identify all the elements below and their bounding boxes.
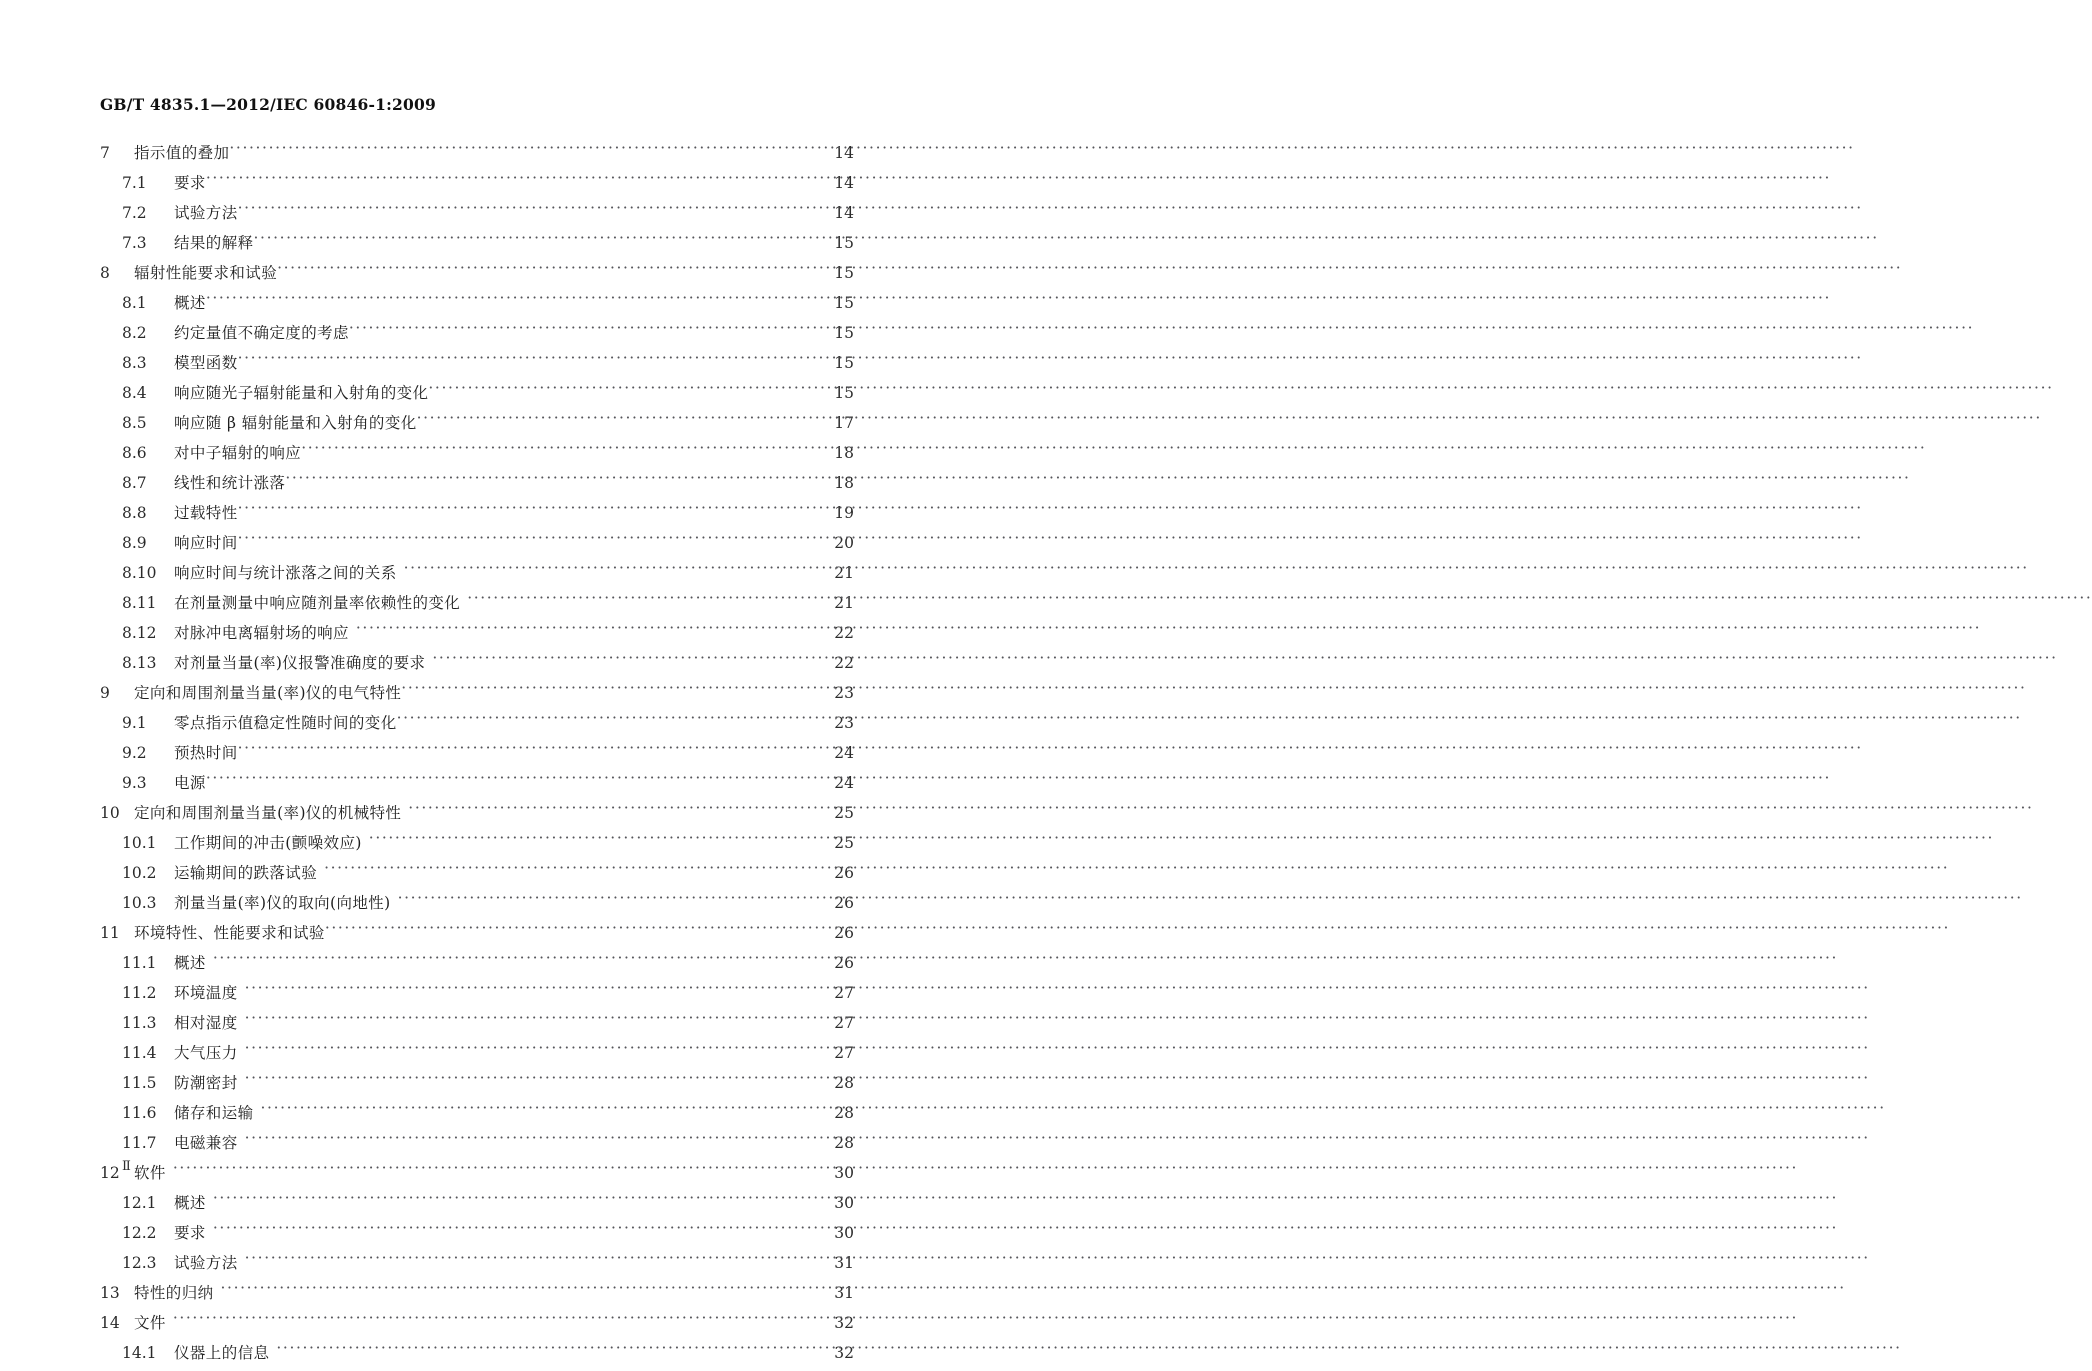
toc-entry-title: 运输期间的跌落试验 — [174, 864, 318, 882]
toc-entry-page-number: 30 — [834, 1164, 854, 1182]
toc-entry[interactable] — [0, 411, 920, 441]
toc-dot-leader — [404, 563, 807, 579]
toc-entry-page-number: 26 — [834, 924, 854, 942]
toc-entry-page-number: 14 — [834, 144, 854, 162]
toc-entry-page-number: 31 — [834, 1254, 854, 1272]
toc-dot-leader — [398, 893, 807, 909]
page-folio: Ⅱ — [122, 1159, 131, 1174]
toc-entry-title: 线性和统计涨落 — [174, 474, 286, 492]
toc-entry-number: 12 — [100, 1164, 120, 1182]
toc-entry[interactable] — [0, 951, 920, 981]
toc-entry-number: 8.3 — [122, 354, 147, 372]
toc-dot-leader — [408, 803, 807, 819]
toc-entry-page-number: 23 — [834, 684, 854, 702]
toc-entry[interactable] — [0, 1251, 920, 1281]
document-page — [0, 0, 920, 1362]
toc-entry-number: 11.1 — [122, 954, 157, 972]
toc-entry-page-number: 14 — [834, 204, 854, 222]
toc-entry-number: 14 — [100, 1314, 120, 1332]
toc-dot-leader — [221, 1283, 807, 1299]
toc-entry-page-number: 15 — [834, 354, 854, 372]
toc-entry-title: 工作期间的冲击(颤噪效应) — [174, 834, 362, 852]
toc-entry-title: 要求 — [174, 1224, 206, 1242]
toc-entry-page-number: 28 — [834, 1104, 854, 1122]
toc-entry-number: 7.3 — [122, 234, 147, 252]
toc-entry-title: 过载特性 — [174, 504, 238, 522]
toc-entry-page-number: 26 — [834, 864, 854, 882]
toc-entry-page-number: 22 — [834, 624, 854, 642]
toc-entry[interactable] — [0, 441, 920, 471]
toc-entry-number: 8.8 — [122, 504, 147, 522]
toc-entry-number: 8.10 — [122, 564, 157, 582]
toc-entry-number: 14.1 — [122, 1344, 157, 1362]
toc-dot-leader — [428, 383, 807, 399]
toc-entry-number: 7.1 — [122, 174, 147, 192]
toc-entry-page-number: 21 — [834, 564, 854, 582]
toc-entry[interactable] — [0, 471, 920, 501]
toc-entry-title: 预热时间 — [174, 744, 238, 762]
toc-dot-leader — [245, 1013, 807, 1029]
toc-dot-leader — [213, 953, 807, 969]
toc-entry-title: 环境温度 — [174, 984, 238, 1002]
toc-dot-leader — [238, 533, 807, 549]
toc-dot-leader — [285, 473, 807, 489]
toc-entry-number: 8.6 — [122, 444, 147, 462]
toc-entry-title: 概述 — [174, 954, 206, 972]
toc-entry-page-number: 15 — [834, 294, 854, 312]
toc-entry[interactable] — [0, 621, 920, 651]
toc-entry-title: 零点指示值稳定性随时间的变化 — [174, 714, 397, 732]
toc-entry[interactable] — [0, 231, 920, 261]
toc-entry-page-number: 15 — [834, 264, 854, 282]
toc-entry[interactable] — [0, 591, 920, 621]
toc-entry-page-number: 18 — [834, 474, 854, 492]
toc-entry[interactable] — [0, 831, 920, 861]
toc-entry-number: 11.6 — [122, 1104, 157, 1122]
toc-dot-leader — [213, 1223, 807, 1239]
toc-entry-number: 8.9 — [122, 534, 147, 552]
toc-dot-leader — [369, 833, 807, 849]
toc-dot-leader — [238, 743, 807, 759]
toc-entry[interactable] — [0, 561, 920, 591]
toc-dot-leader — [432, 653, 807, 669]
toc-entry-page-number: 27 — [834, 1044, 854, 1062]
toc-entry-page-number: 18 — [834, 444, 854, 462]
toc-dot-leader — [349, 323, 807, 339]
toc-entry[interactable] — [0, 741, 920, 771]
toc-dot-leader — [206, 293, 807, 309]
toc-entry-page-number: 21 — [834, 594, 854, 612]
toc-entry-number: 10 — [100, 804, 120, 822]
toc-entry-number: 10.3 — [122, 894, 157, 912]
toc-entry[interactable] — [0, 711, 920, 741]
toc-entry-number: 9.2 — [122, 744, 147, 762]
toc-entry[interactable] — [0, 1281, 920, 1311]
toc-entry-title: 定向和周围剂量当量(率)仪的机械特性 — [134, 804, 402, 822]
toc-entry-number: 7.2 — [122, 204, 147, 222]
toc-dot-leader — [356, 623, 807, 639]
toc-entry-page-number: 19 — [834, 504, 854, 522]
toc-entry[interactable] — [0, 351, 920, 381]
toc-dot-leader — [276, 1343, 807, 1359]
toc-dot-leader — [238, 203, 807, 219]
toc-entry[interactable] — [0, 1311, 920, 1341]
toc-entry[interactable] — [0, 1221, 920, 1251]
toc-entry-page-number: 28 — [834, 1134, 854, 1152]
toc-entry[interactable] — [0, 891, 920, 921]
toc-entry[interactable] — [0, 981, 920, 1011]
toc-entry-page-number: 14 — [834, 174, 854, 192]
toc-entry-title: 相对湿度 — [174, 1014, 238, 1032]
toc-entry-title: 环境特性、性能要求和试验 — [134, 924, 325, 942]
running-head: GB/T 4835.1—2012/IEC 60846-1:2009 — [100, 95, 436, 114]
toc-entry-page-number: 24 — [834, 744, 854, 762]
toc-dot-leader — [238, 353, 807, 369]
toc-entry-number: 11.5 — [122, 1074, 157, 1092]
toc-entry-page-number: 32 — [834, 1344, 854, 1362]
toc-entry[interactable] — [0, 261, 920, 291]
toc-entry-title: 概述 — [174, 1194, 206, 1212]
toc-dot-leader — [397, 713, 807, 729]
toc-entry[interactable] — [0, 291, 920, 321]
toc-dot-leader — [401, 683, 807, 699]
toc-entry[interactable] — [0, 1341, 920, 1371]
toc-entry[interactable] — [0, 681, 920, 711]
toc-entry-number: 8.4 — [122, 384, 147, 402]
toc-entry-page-number: 15 — [834, 234, 854, 252]
toc-entry[interactable] — [0, 141, 920, 171]
toc-entry[interactable] — [0, 651, 920, 681]
toc-dot-leader — [245, 1253, 807, 1269]
toc-entry-number: 9.3 — [122, 774, 147, 792]
toc-entry-number: 11.2 — [122, 984, 157, 1002]
toc-entry-title: 试验方法 — [174, 1254, 238, 1272]
toc-dot-leader — [213, 1193, 807, 1209]
toc-dot-leader — [245, 1133, 807, 1149]
toc-entry-page-number: 25 — [834, 804, 854, 822]
toc-entry-page-number: 28 — [834, 1074, 854, 1092]
toc-dot-leader — [301, 443, 807, 459]
toc-entry-title: 防潮密封 — [174, 1074, 238, 1092]
toc-entry-title: 剂量当量(率)仪的取向(向地性) — [174, 894, 391, 912]
toc-dot-leader — [238, 503, 807, 519]
toc-entry[interactable] — [0, 801, 920, 831]
toc-entry-title: 大气压力 — [174, 1044, 238, 1062]
toc-entry[interactable] — [0, 201, 920, 231]
toc-entry[interactable] — [0, 1041, 920, 1071]
toc-entry-title: 储存和运输 — [174, 1104, 254, 1122]
toc-entry-number: 8.12 — [122, 624, 157, 642]
toc-entry-title: 响应时间 — [174, 534, 238, 552]
toc-entry-number: 12.1 — [122, 1194, 157, 1212]
toc-entry[interactable] — [0, 1191, 920, 1221]
toc-entry-page-number: 32 — [834, 1314, 854, 1332]
toc-entry-number: 8.11 — [122, 594, 157, 612]
toc-entry-title: 约定量值不确定度的考虑 — [174, 324, 349, 342]
toc-entry-title: 概述 — [174, 294, 206, 312]
toc-entry-page-number: 17 — [834, 414, 854, 432]
toc-entry-title: 对剂量当量(率)仪报警准确度的要求 — [174, 654, 426, 672]
toc-dot-leader — [417, 413, 807, 429]
toc-entry-page-number: 26 — [834, 954, 854, 972]
toc-dot-leader — [467, 593, 807, 609]
toc-entry-page-number: 25 — [834, 834, 854, 852]
toc-entry-page-number: 27 — [834, 1014, 854, 1032]
toc-entry[interactable] — [0, 381, 920, 411]
toc-dot-leader — [245, 983, 807, 999]
toc-entry-page-number: 30 — [834, 1224, 854, 1242]
toc-dot-leader — [173, 1313, 807, 1329]
toc-dot-leader — [206, 773, 807, 789]
toc-entry-number: 8.1 — [122, 294, 147, 312]
toc-entry-title: 模型函数 — [174, 354, 238, 372]
toc-entry[interactable] — [0, 1101, 920, 1131]
toc-entry-title: 辐射性能要求和试验 — [134, 264, 278, 282]
toc-entry-page-number: 15 — [834, 324, 854, 342]
toc-entry-number: 13 — [100, 1284, 120, 1302]
toc-dot-leader — [325, 923, 807, 939]
toc-entry-number: 12.2 — [122, 1224, 157, 1242]
toc-entry-title: 指示值的叠加 — [134, 144, 230, 162]
toc-entry-page-number: 15 — [834, 384, 854, 402]
toc-entry-number: 9 — [100, 684, 110, 702]
toc-entry[interactable] — [0, 321, 920, 351]
toc-entry-number: 8 — [100, 264, 110, 282]
toc-entry[interactable] — [0, 1011, 920, 1041]
toc-entry[interactable] — [0, 1131, 920, 1161]
table-of-contents — [0, 141, 920, 1371]
toc-dot-leader — [254, 233, 807, 249]
toc-entry-title: 试验方法 — [174, 204, 238, 222]
toc-entry-title: 电磁兼容 — [174, 1134, 238, 1152]
toc-entry-page-number: 26 — [834, 894, 854, 912]
toc-entry-number: 10.1 — [122, 834, 157, 852]
toc-entry-page-number: 27 — [834, 984, 854, 1002]
toc-entry-number: 8.13 — [122, 654, 157, 672]
toc-entry-title: 定向和周围剂量当量(率)仪的电气特性 — [134, 684, 402, 702]
toc-entry[interactable] — [0, 921, 920, 951]
toc-entry[interactable] — [0, 171, 920, 201]
toc-entry-number: 11.3 — [122, 1014, 157, 1032]
toc-entry-title: 结果的解释 — [174, 234, 254, 252]
toc-dot-leader — [245, 1073, 807, 1089]
toc-entry-title: 在剂量测量中响应随剂量率依赖性的变化 — [174, 594, 461, 612]
toc-entry-title: 特性的归纳 — [134, 1284, 214, 1302]
toc-entry[interactable] — [0, 1161, 920, 1191]
toc-entry-title: 电源 — [174, 774, 206, 792]
toc-entry-title: 软件 — [134, 1164, 166, 1182]
toc-entry-title: 对中子辐射的响应 — [174, 444, 302, 462]
toc-entry-page-number: 30 — [834, 1194, 854, 1212]
toc-entry[interactable] — [0, 1071, 920, 1101]
toc-dot-leader — [229, 143, 807, 159]
toc-dot-leader — [261, 1103, 807, 1119]
toc-dot-leader — [173, 1163, 807, 1179]
toc-entry-title: 仪器上的信息 — [174, 1344, 270, 1362]
toc-entry-number: 11.4 — [122, 1044, 157, 1062]
toc-entry-number: 10.2 — [122, 864, 157, 882]
toc-entry[interactable] — [0, 531, 920, 561]
toc-entry[interactable] — [0, 501, 920, 531]
toc-entry-page-number: 24 — [834, 774, 854, 792]
toc-entry-number: 8.7 — [122, 474, 147, 492]
toc-dot-leader — [277, 263, 807, 279]
toc-entry[interactable] — [0, 771, 920, 801]
toc-entry-number: 9.1 — [122, 714, 147, 732]
toc-dot-leader — [324, 863, 807, 879]
toc-entry-number: 8.5 — [122, 414, 147, 432]
toc-entry-title: 响应随 β 辐射能量和入射角的变化 — [174, 414, 417, 432]
toc-entry-title: 响应随光子辐射能量和入射角的变化 — [174, 384, 429, 402]
toc-entry[interactable] — [0, 861, 920, 891]
toc-entry-page-number: 23 — [834, 714, 854, 732]
toc-dot-leader — [245, 1043, 807, 1059]
toc-entry-title: 文件 — [134, 1314, 166, 1332]
toc-entry-number: 8.2 — [122, 324, 147, 342]
toc-entry-number: 11.7 — [122, 1134, 157, 1152]
toc-entry-page-number: 20 — [834, 534, 854, 552]
toc-entry-number: 11 — [100, 924, 120, 942]
toc-entry-title: 响应时间与统计涨落之间的关系 — [174, 564, 397, 582]
toc-entry-title: 要求 — [174, 174, 206, 192]
toc-entry-number: 12.3 — [122, 1254, 157, 1272]
toc-entry-title: 对脉冲电离辐射场的响应 — [174, 624, 349, 642]
toc-dot-leader — [206, 173, 807, 189]
toc-entry-number: 7 — [100, 144, 110, 162]
toc-entry-page-number: 31 — [834, 1284, 854, 1302]
toc-entry-page-number: 22 — [834, 654, 854, 672]
